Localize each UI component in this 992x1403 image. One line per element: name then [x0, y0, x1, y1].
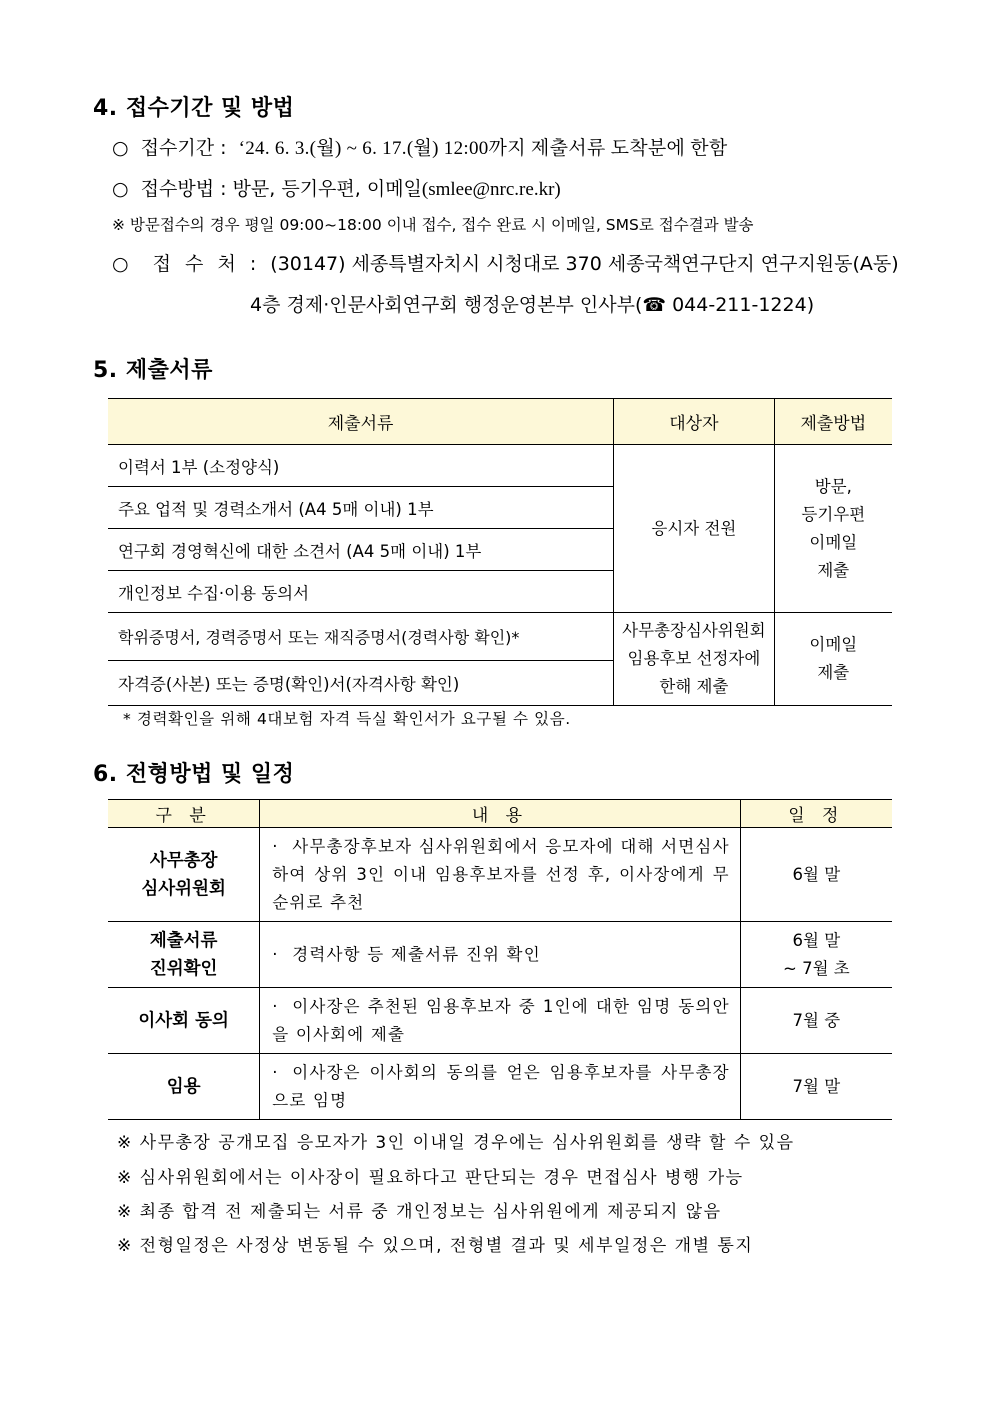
table-row — [108, 1054, 892, 1120]
header-target: 대상자 — [614, 399, 774, 445]
doc-license: 자격증(사본) 또는 증명(확인)서(자격사항 확인) — [108, 661, 614, 706]
target-selected — [614, 613, 774, 706]
section-4-title: 4. 접수기간 및 방법 — [93, 96, 295, 121]
method-line — [112, 174, 561, 201]
row-content — [260, 988, 740, 1054]
row-schedule — [740, 922, 892, 988]
bullet: · — [272, 944, 278, 964]
note-line: ※ 최종 합격 전 제출되는 서류 중 개인정보는 심사위원에게 제공되지 않음 — [117, 1202, 722, 1222]
row-schedule — [740, 828, 892, 922]
schedule-line: 6월 말 — [792, 930, 841, 950]
row-label — [108, 922, 260, 988]
target2-line: 임용후보 선정자에 — [627, 649, 761, 668]
table-row — [108, 828, 892, 922]
visit-note: ※ 방문접수의 경우 평일 09:00~18:00 이내 접수, 접수 완료 시 이메일, SMS로 접수결과 발송 — [112, 216, 754, 234]
label-line: 사무총장 — [149, 850, 218, 871]
schedule-line: ~ 7월 초 — [783, 958, 850, 978]
method1-line: 이메일 — [809, 532, 858, 552]
label-line: 제출서류 — [149, 930, 218, 951]
documents-table — [108, 398, 892, 706]
method2-line: 이메일 — [809, 635, 858, 654]
method-cell-2 — [774, 613, 892, 706]
method1-line: 제출 — [817, 560, 850, 580]
method-email: (smlee@nrc.re.kr) — [421, 179, 561, 200]
label-line: 이사회 동의 — [138, 1010, 229, 1031]
row-label — [108, 988, 260, 1054]
period-label: ○ 접수기간 : — [112, 137, 239, 159]
place-label: ○ 접 수 처 : — [112, 253, 271, 275]
section-6-title: 6. 전형방법 및 일정 — [93, 762, 295, 787]
row-content — [260, 828, 740, 922]
method-cell-1 — [774, 445, 892, 613]
header-documents: 제출서류 — [108, 399, 614, 445]
method-label: ○ 접수방법 : 방문, 등기우편, 이메일 — [112, 178, 422, 200]
note-line: ※ 심사위원회에서는 이사장이 필요하다고 판단되는 경우 면접심사 병행 가능 — [117, 1168, 744, 1188]
schedule-line: 6월 말 — [792, 864, 841, 884]
content-text: 이사장은 추천된 임용후보자 중 1인에 대한 임명 동의안을 이사회에 제출 — [272, 996, 730, 1044]
label-line: 심사위원회 — [141, 878, 226, 899]
schedule-header-row — [108, 800, 892, 828]
table-row — [108, 445, 892, 487]
target2-line: 한해 제출 — [659, 677, 729, 696]
note-line: ※ 사무총장 공개모집 응모자가 3인 이내일 경우에는 심사위원회를 생략 할 수 있음 — [117, 1133, 795, 1153]
label-line: 진위확인 — [149, 958, 218, 979]
content-text: 경력사항 등 제출서류 진위 확인 — [292, 944, 541, 964]
table-row — [108, 988, 892, 1054]
row-label — [108, 1054, 260, 1120]
schedule-table — [108, 799, 892, 1120]
row-schedule — [740, 988, 892, 1054]
row-schedule — [740, 1054, 892, 1120]
doc-resume: 이력서 1부 (소정양식) — [108, 445, 614, 487]
schedule-line: 7월 말 — [792, 1076, 841, 1096]
method2-line: 제출 — [817, 663, 850, 682]
place-address-1: (30147) 세종특별자치시 시청대로 370 세종국책연구단지 연구지원동(A동) — [270, 253, 899, 275]
header-schedule: 일 정 — [740, 800, 892, 828]
table-row — [108, 613, 892, 661]
place-line-1 — [112, 249, 899, 276]
doc-career: 주요 업적 및 경력소개서 (A4 5매 이내) 1부 — [108, 487, 614, 529]
content-text: 이사장은 이사회의 동의를 얻은 임용후보자를 사무총장으로 임명 — [272, 1062, 730, 1110]
header-method: 제출방법 — [774, 399, 892, 445]
content-text: 사무총장후보자 심사위원회에서 응모자에 대해 서면심사 하여 상위 3인 이내 임용후보자를 선정 후, 이사장에게 무순위로 추천 — [272, 836, 730, 912]
schedule-line: 7월 중 — [792, 1010, 841, 1030]
bullet: · — [272, 836, 278, 856]
row-label — [108, 828, 260, 922]
header-category: 구 분 — [108, 800, 260, 828]
table-row — [108, 922, 892, 988]
place-address-2: 4층 경제·인문사회연구회 행정운영본부 인사부(☎ 044-211-1224) — [250, 294, 815, 316]
bullet: · — [272, 1062, 278, 1082]
row-content — [260, 922, 740, 988]
label-line: 임용 — [166, 1076, 201, 1097]
doc-degree: 학위증명서, 경력증명서 또는 재직증명서(경력사항 확인)* — [108, 613, 614, 661]
period-value: ‘24. 6. 3.(월) ~ 6. 17.(월) 12:00까지 제출서류 도착분에 한함 — [238, 138, 728, 159]
target-all: 응시자 전원 — [614, 445, 774, 613]
doc-privacy: 개인정보 수집·이용 동의서 — [108, 571, 614, 613]
section-5-title: 5. 제출서류 — [93, 358, 213, 383]
note-line: ※ 전형일정은 사정상 변동될 수 있으며, 전형별 결과 및 세부일정은 개별 통지 — [117, 1236, 754, 1256]
documents-header-row — [108, 399, 892, 445]
row-content — [260, 1054, 740, 1120]
period-line — [112, 133, 728, 160]
target2-line: 사무총장심사위원회 — [622, 621, 766, 640]
method1-line: 방문, — [814, 476, 852, 496]
documents-footnote: * 경력확인을 위해 4대보험 자격 득실 확인서가 요구될 수 있음. — [123, 710, 571, 728]
bullet: · — [272, 996, 278, 1016]
doc-opinion: 연구회 경영혁신에 대한 소견서 (A4 5매 이내) 1부 — [108, 529, 614, 571]
method1-line: 등기우편 — [801, 504, 866, 524]
header-content: 내 용 — [260, 800, 740, 828]
